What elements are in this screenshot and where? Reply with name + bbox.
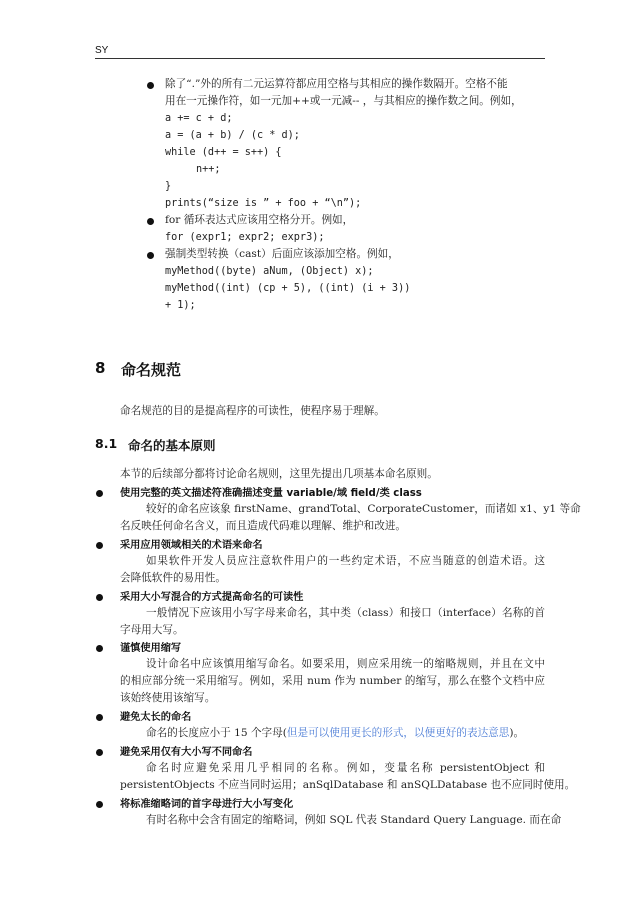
section-intro: 命名规范的目的是提高程序的可读性，使程序易于理解。 bbox=[120, 405, 385, 417]
principle-text: 一般情况下应该用小写字母来命名，其中类（class）和接口（interface）名称的首 bbox=[146, 607, 545, 619]
principle-heading: 采用应用领域相关的术语来命名 bbox=[120, 540, 263, 551]
principle-heading: 将标准缩略词的首字母进行大小写变化 bbox=[120, 799, 294, 810]
bullet-icon bbox=[96, 594, 103, 601]
principle-heading: 采用大小写混合的方式提高命名的可读性 bbox=[120, 592, 304, 603]
subsection-title: 命名的基本原则 bbox=[128, 438, 216, 453]
code-line: while (d++ = s++) { bbox=[165, 147, 282, 158]
principle-heading: 谨慎使用缩写 bbox=[120, 643, 182, 654]
code-line: prints(“size is ” + foo + “\n”); bbox=[165, 198, 362, 209]
principle-text: 会降低软件的易用性。 bbox=[120, 572, 226, 584]
principle-text: 字母用大写。 bbox=[120, 624, 184, 636]
principle-heading: 避免太长的命名 bbox=[120, 712, 192, 723]
principle-text-part: 命名的长度应小于 15 个字母( bbox=[146, 727, 287, 739]
section-title: 命名规范 bbox=[121, 361, 182, 379]
principle-heading: 使用完整的英文描述符准确描述变量 variable/域 field/类 class bbox=[120, 488, 422, 499]
code-line: myMethod((int) (cp + 5), ((int) (i + 3)) bbox=[165, 283, 411, 294]
code-line: myMethod((byte) aNum, (Object) x); bbox=[165, 266, 374, 277]
principle-text bbox=[146, 725, 524, 742]
code-line: + 1); bbox=[165, 300, 196, 311]
bullet-icon bbox=[147, 252, 154, 259]
highlighted-note: 但是可以使用更长的形式，以便更好的表达意思 bbox=[286, 727, 510, 739]
bullet-icon bbox=[147, 82, 154, 89]
principle-text: 有时名称中会含有固定的缩略词，例如 SQL 代表 Standard Query Language. 而在命 bbox=[146, 814, 562, 826]
principle-text: 该始终使用该缩写。 bbox=[120, 692, 216, 704]
principle-text: persistentObjects 不应当同时运用；anSqlDatabase 和 anSQLDatabase 也不应同时使用。 bbox=[120, 779, 576, 791]
principle-text: 名反映任何命名含义，而且造成代码难以理解、维护和改进。 bbox=[120, 520, 407, 532]
principle-text: 如果软件开发人员应注意软件用户的一些约定术语，不应当随意的创造术语。这 bbox=[146, 555, 545, 567]
principle-text: 设计命名中应该慎用缩写命名。如要采用，则应采用统一的缩略规则，并且在文中 bbox=[146, 658, 545, 670]
bullet-icon bbox=[96, 749, 103, 756]
principle-text: 较好的命名应该象 firstName、grandTotal、CorporateCustomer，而诸如 x1、y1 等命 bbox=[146, 503, 581, 515]
principle-text: 命名时应避免采用几乎相同的名称。例如，变量名称 persistentObject 和 bbox=[146, 762, 545, 774]
code-line: n++; bbox=[196, 164, 221, 175]
header-label: SY bbox=[95, 45, 109, 56]
code-line: a += c + d; bbox=[165, 113, 233, 124]
header-rule bbox=[95, 58, 545, 59]
code-line: for (expr1; expr2; expr3); bbox=[165, 232, 325, 243]
bullet-text: 强制类型转换（cast）后面应该添加空格。例如， bbox=[165, 248, 399, 260]
principle-text-part: )。 bbox=[509, 727, 525, 739]
bullet-icon bbox=[147, 218, 154, 225]
bullet-icon bbox=[96, 490, 103, 497]
bullet-icon bbox=[96, 542, 103, 549]
subsection-number: 8.1 bbox=[95, 436, 118, 451]
bullet-icon bbox=[96, 645, 103, 652]
subsection-intro: 本节的后续部分都将讨论命名规则，这里先提出几项基本命名原则。 bbox=[120, 468, 438, 480]
bullet-text: 用在一元操作符，如一元加++或一元减-- ，与其相应的操作数之间。例如， bbox=[165, 95, 522, 107]
bullet-text: 除了“.”外的所有二元运算符都应用空格与其相应的操作数隔开。空格不能 bbox=[165, 78, 508, 90]
bullet-icon bbox=[96, 801, 103, 808]
code-line: a = (a + b) / (c * d); bbox=[165, 130, 300, 141]
code-line: } bbox=[165, 181, 172, 192]
principle-heading: 避免采用仅有大小写不同命名 bbox=[120, 747, 253, 758]
section-number: 8 bbox=[95, 359, 106, 377]
bullet-text: for 循环表达式应该用空格分开。例如， bbox=[165, 214, 354, 226]
principle-text: 的相应部分统一采用缩写。例如，采用 num 作为 number 的缩写，那么在整个文档中应 bbox=[120, 675, 545, 687]
bullet-icon bbox=[96, 714, 103, 721]
